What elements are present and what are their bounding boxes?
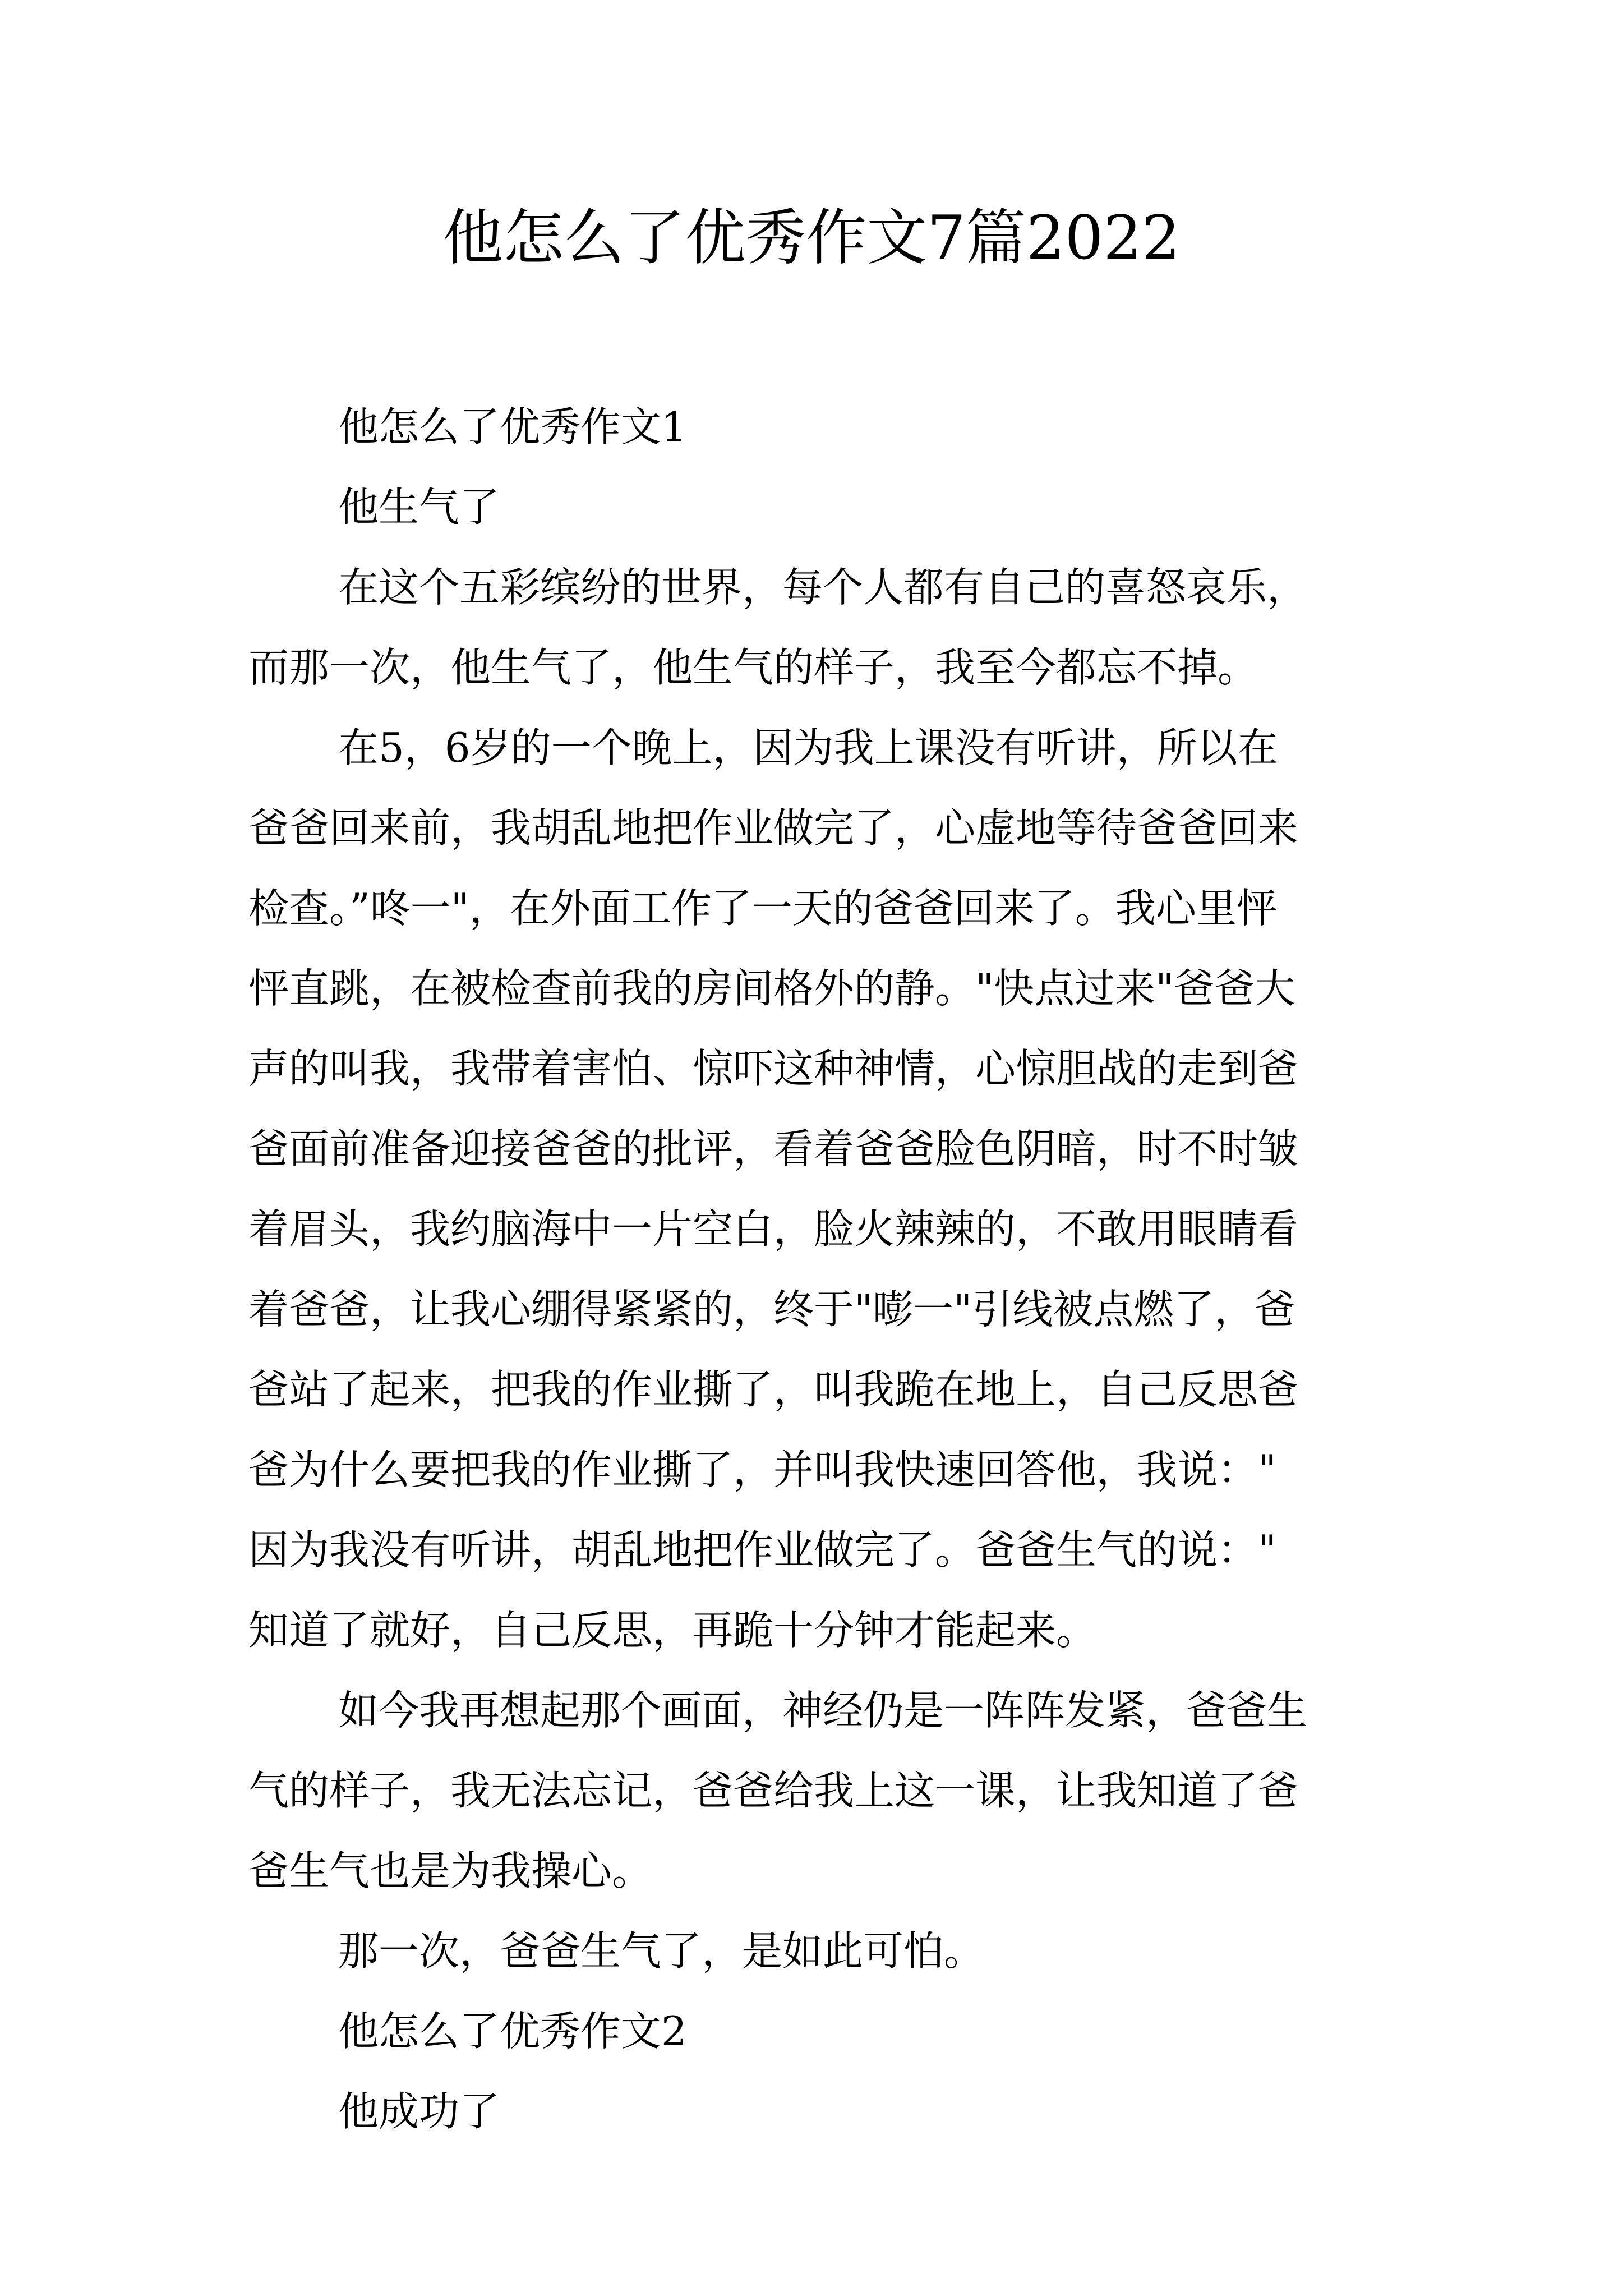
text-line: 爸面前准备迎接爸爸的批评，看着爸爸脸色阴暗，时不时皱: [248, 1125, 1299, 1172]
text-line: 他生气了: [338, 484, 500, 531]
text-line: 因为我没有听讲，胡乱地把作业做完了。爸爸生气的说：": [248, 1526, 1277, 1573]
text-line: 那一次，爸爸生气了，是如此可怕。: [338, 1927, 985, 1975]
text-line: 他怎么了优秀作文2: [338, 2008, 687, 2055]
document-title: 他怎么了优秀作文7篇2022: [442, 203, 1181, 273]
text-line: 爸为什么要把我的作业撕了，并叫我快速回答他，我说：": [248, 1446, 1277, 1493]
text-line: 在5，6岁的一个晚上，因为我上课没有听讲，所以在: [338, 724, 1278, 771]
text-line: 爸生气也是为我操心。: [248, 1847, 653, 1894]
text-line: 他怎么了优秀作文1: [338, 403, 687, 450]
document-body: [248, 387, 1381, 2152]
text-line: 在这个五彩缤纷的世界，每个人都有自己的喜怒哀乐，: [338, 564, 1308, 611]
text-line: 而那一次，他生气了，他生气的样子，我至今都忘不掉。: [248, 644, 1258, 691]
text-line: 他成功了: [338, 2088, 500, 2135]
text-line: 气的样子，我无法忘记，爸爸给我上这一课，让我知道了爸: [248, 1767, 1299, 1814]
text-line: 爸站了起来，把我的作业撕了，叫我跪在地上，自己反思爸: [248, 1366, 1299, 1413]
text-line: 爸爸回来前，我胡乱地把作业做完了，心虚地等待爸爸回来: [248, 804, 1299, 852]
text-line: 着爸爸，让我心绷得紧紧的，终于"嘭一"引线被点燃了，爸: [248, 1286, 1295, 1333]
text-line: 怦直跳，在被检查前我的房间格外的静。"快点过来"爸爸大: [248, 965, 1295, 1012]
text-line: 检查。”咚一"，在外面工作了一天的爸爸回来了。我心里怦: [248, 885, 1277, 932]
text-line: 声的叫我，我带着害怕、惊吓这种神情，心惊胆战的走到爸: [248, 1045, 1299, 1092]
text-line: 知道了就好，自己反思，再跪十分钟才能起来。: [248, 1607, 1097, 1654]
text-line: 如今我再想起那个画面，神经仍是一阵阵发紧，爸爸生: [338, 1687, 1308, 1734]
text-line: 着眉头，我约脑海中一片空白，脸火辣辣的，不敢用眼睛看: [248, 1205, 1299, 1253]
